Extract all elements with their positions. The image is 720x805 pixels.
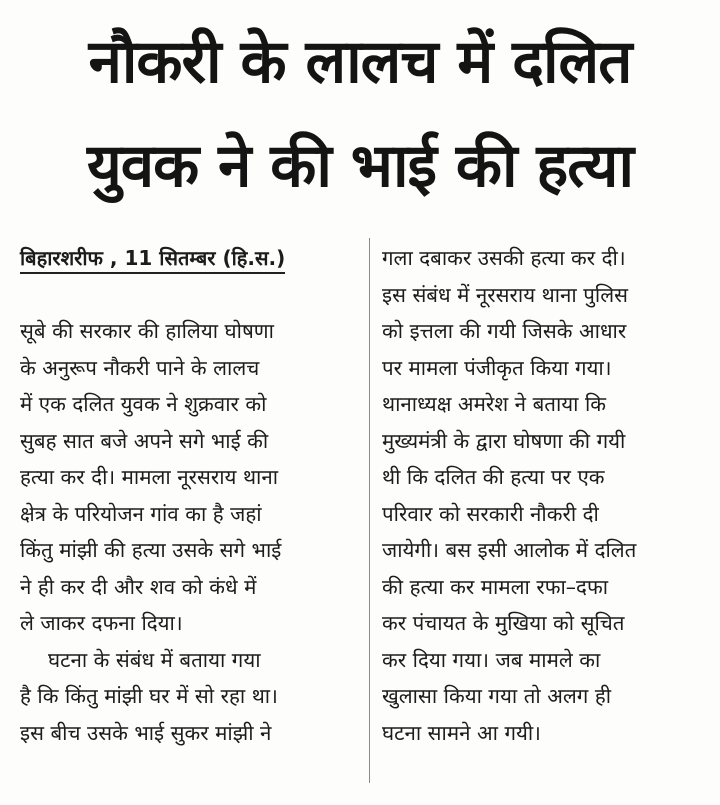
article-column-left [20, 240, 356, 751]
article-line: हत्या कर दी। मामला नूरसराय थाना [20, 465, 279, 489]
article-line: सूबे की सरकार की हालिया घोषणा [20, 319, 274, 343]
column-divider [369, 238, 370, 783]
article-line: खुलासा किया गया तो अलग ही [382, 684, 612, 708]
article-line: जायेगी। बस इसी आलोक में दलित [382, 538, 637, 562]
article-line: किंतु मांझी की हत्या उसके सगे भाई [20, 538, 282, 562]
article-line: घटना सामने आ गयी। [382, 720, 541, 745]
article-line: कर पंचायत के मुखिया को सूचित [382, 611, 625, 635]
dateline: बिहारशरीफ , 11 सितम्बर (हि.स.) [20, 245, 285, 274]
article-column-right [382, 240, 712, 751]
article-line: गला दबाकर उसकी हत्या कर दी। [382, 246, 626, 270]
article-line: मुख्यमंत्री के द्वारा घोषणा की गयी [382, 428, 626, 453]
article-line: को इत्तला की गयी जिसके आधार [382, 319, 627, 343]
article-line: सुबह सात बजे अपने सगे भाई की [20, 428, 269, 453]
article-line: ने ही कर दी और शव को कंधे में [20, 574, 257, 599]
article-line: इस बीच उसके भाई सुकर मांझी ने [20, 720, 272, 745]
article-line: परिवार को सरकारी नौकरी दी [382, 501, 599, 526]
article-line: पर मामला पंजीकृत किया गया। [382, 355, 612, 380]
article-line: घटना के संबंध में बताया गया [48, 647, 261, 672]
dateline-spacer [20, 277, 356, 314]
headline-line-2: युवक ने की भाई की हत्या [86, 131, 633, 201]
dateline-row [20, 240, 356, 277]
article-line: इस संबंध में नूरसराय थाना पुलिस [382, 282, 628, 307]
article-line: क्षेत्र के परियोजन गांव का है जहां [20, 501, 262, 526]
article-line: की हत्या कर मामला रफा–दफा [382, 574, 609, 599]
article-line: ले जाकर दफना दिया। [20, 611, 183, 635]
article-line: है कि किंतु मांझी घर में सो रहा था। [20, 684, 278, 708]
article-line: थानाध्यक्ष अमरेश ने बताया कि [382, 392, 607, 416]
article-line: के अनुरूप नौकरी पाने के लालच [20, 355, 260, 380]
article-line: थी कि दलित की हत्या पर एक [382, 465, 605, 489]
article-line: में एक दलित युवक ने शुक्रवार को [20, 392, 267, 416]
article-line: कर दिया गया। जब मामले का [382, 647, 601, 672]
headline-line-1: नौकरी के लालच में दलित [88, 27, 632, 97]
headline [8, 10, 712, 218]
